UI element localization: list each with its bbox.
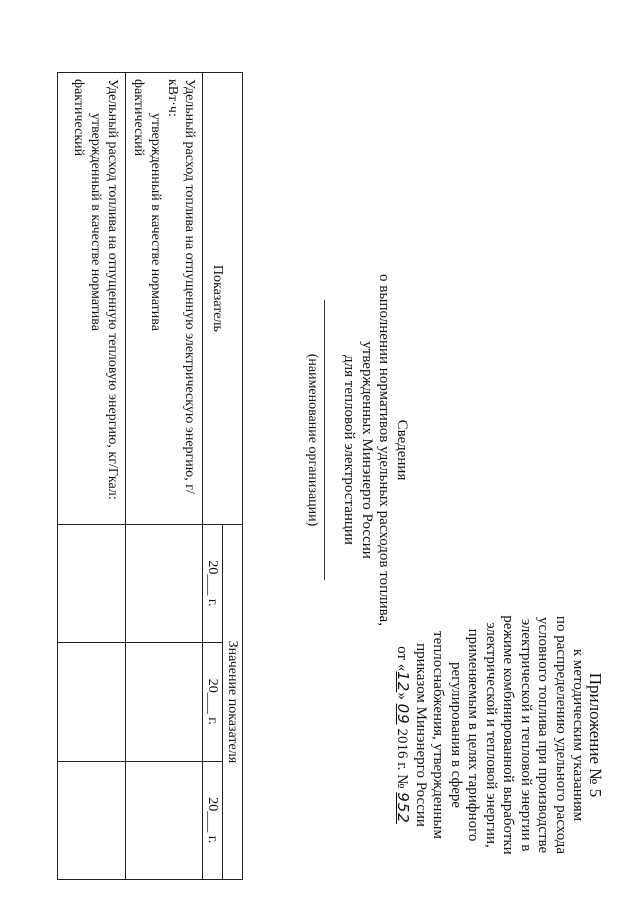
appendix-line: электрической и тепловой энергии в — [518, 618, 534, 852]
appendix-line: применяемым в целях тарифного — [465, 628, 482, 842]
appendix-line: к методическим указаниям — [570, 648, 587, 822]
organization-underline — [324, 300, 325, 580]
document-title — [340, 250, 410, 650]
appendix-line: теплоснабжения, утвержденным — [430, 631, 447, 839]
header-year: 20___ г. — [203, 761, 223, 879]
value-cell — [126, 524, 203, 642]
header-indicator: Показатель — [203, 73, 243, 525]
row-sub: фактический — [131, 79, 146, 157]
value-cell — [58, 643, 126, 761]
appendix-heading: Приложение № 5 — [586, 672, 605, 798]
appendix-line: приказом Минэнерго России — [413, 643, 429, 827]
row-sub: фактический — [71, 79, 86, 157]
appendix-line: электрической и тепловой энергии, — [483, 622, 499, 848]
row-title: Удельный расход топлива на отпущенную тепловую энергию, кг/Гкал: — [105, 79, 120, 500]
indicators-table — [57, 72, 243, 880]
row-indicator — [126, 73, 203, 525]
appendix-line: условного топлива при производстве — [535, 616, 552, 854]
value-cell — [58, 761, 126, 879]
handwritten-month: 09 — [394, 703, 413, 725]
header-year: 20___ г. — [203, 643, 223, 761]
header-values: Значение показателя — [223, 524, 243, 879]
table-row — [58, 73, 126, 880]
handwritten-number: 952 — [394, 792, 413, 824]
value-cell — [126, 761, 203, 879]
table-header-row — [223, 73, 243, 880]
row-sub: утвержденный в качестве норматива — [88, 113, 103, 331]
appendix-line: режиме комбинированной выработки — [500, 615, 517, 855]
value-cell — [58, 524, 126, 642]
appendix-line: по распределению удельного расхода — [553, 615, 569, 855]
row-indicator — [58, 73, 126, 525]
title-line: о выполнении нормативов удельных расходов топлива, — [376, 274, 393, 626]
organization-caption: (наименование организации) — [305, 353, 320, 527]
appendix-block — [393, 605, 604, 865]
organization-field — [304, 300, 325, 580]
table-row — [126, 73, 203, 880]
header-year: 20___ г. — [203, 524, 223, 642]
value-cell — [126, 643, 203, 761]
title-line: утвержденных Минэнерго России — [359, 341, 375, 559]
row-sub: утвержденный в качестве норматива — [148, 113, 163, 331]
appendix-date: от «12» 09 2016 г. № 952 — [394, 646, 413, 824]
row-title: Удельный расход топлива на отпущенную электрическую энергию, г/кВт·ч: — [165, 79, 197, 494]
title-line: для тепловой электростанции — [341, 355, 358, 545]
handwritten-day: 12 — [394, 671, 413, 693]
appendix-line: регулирования в сфере — [448, 661, 464, 809]
title-heading: Сведения — [394, 419, 410, 481]
